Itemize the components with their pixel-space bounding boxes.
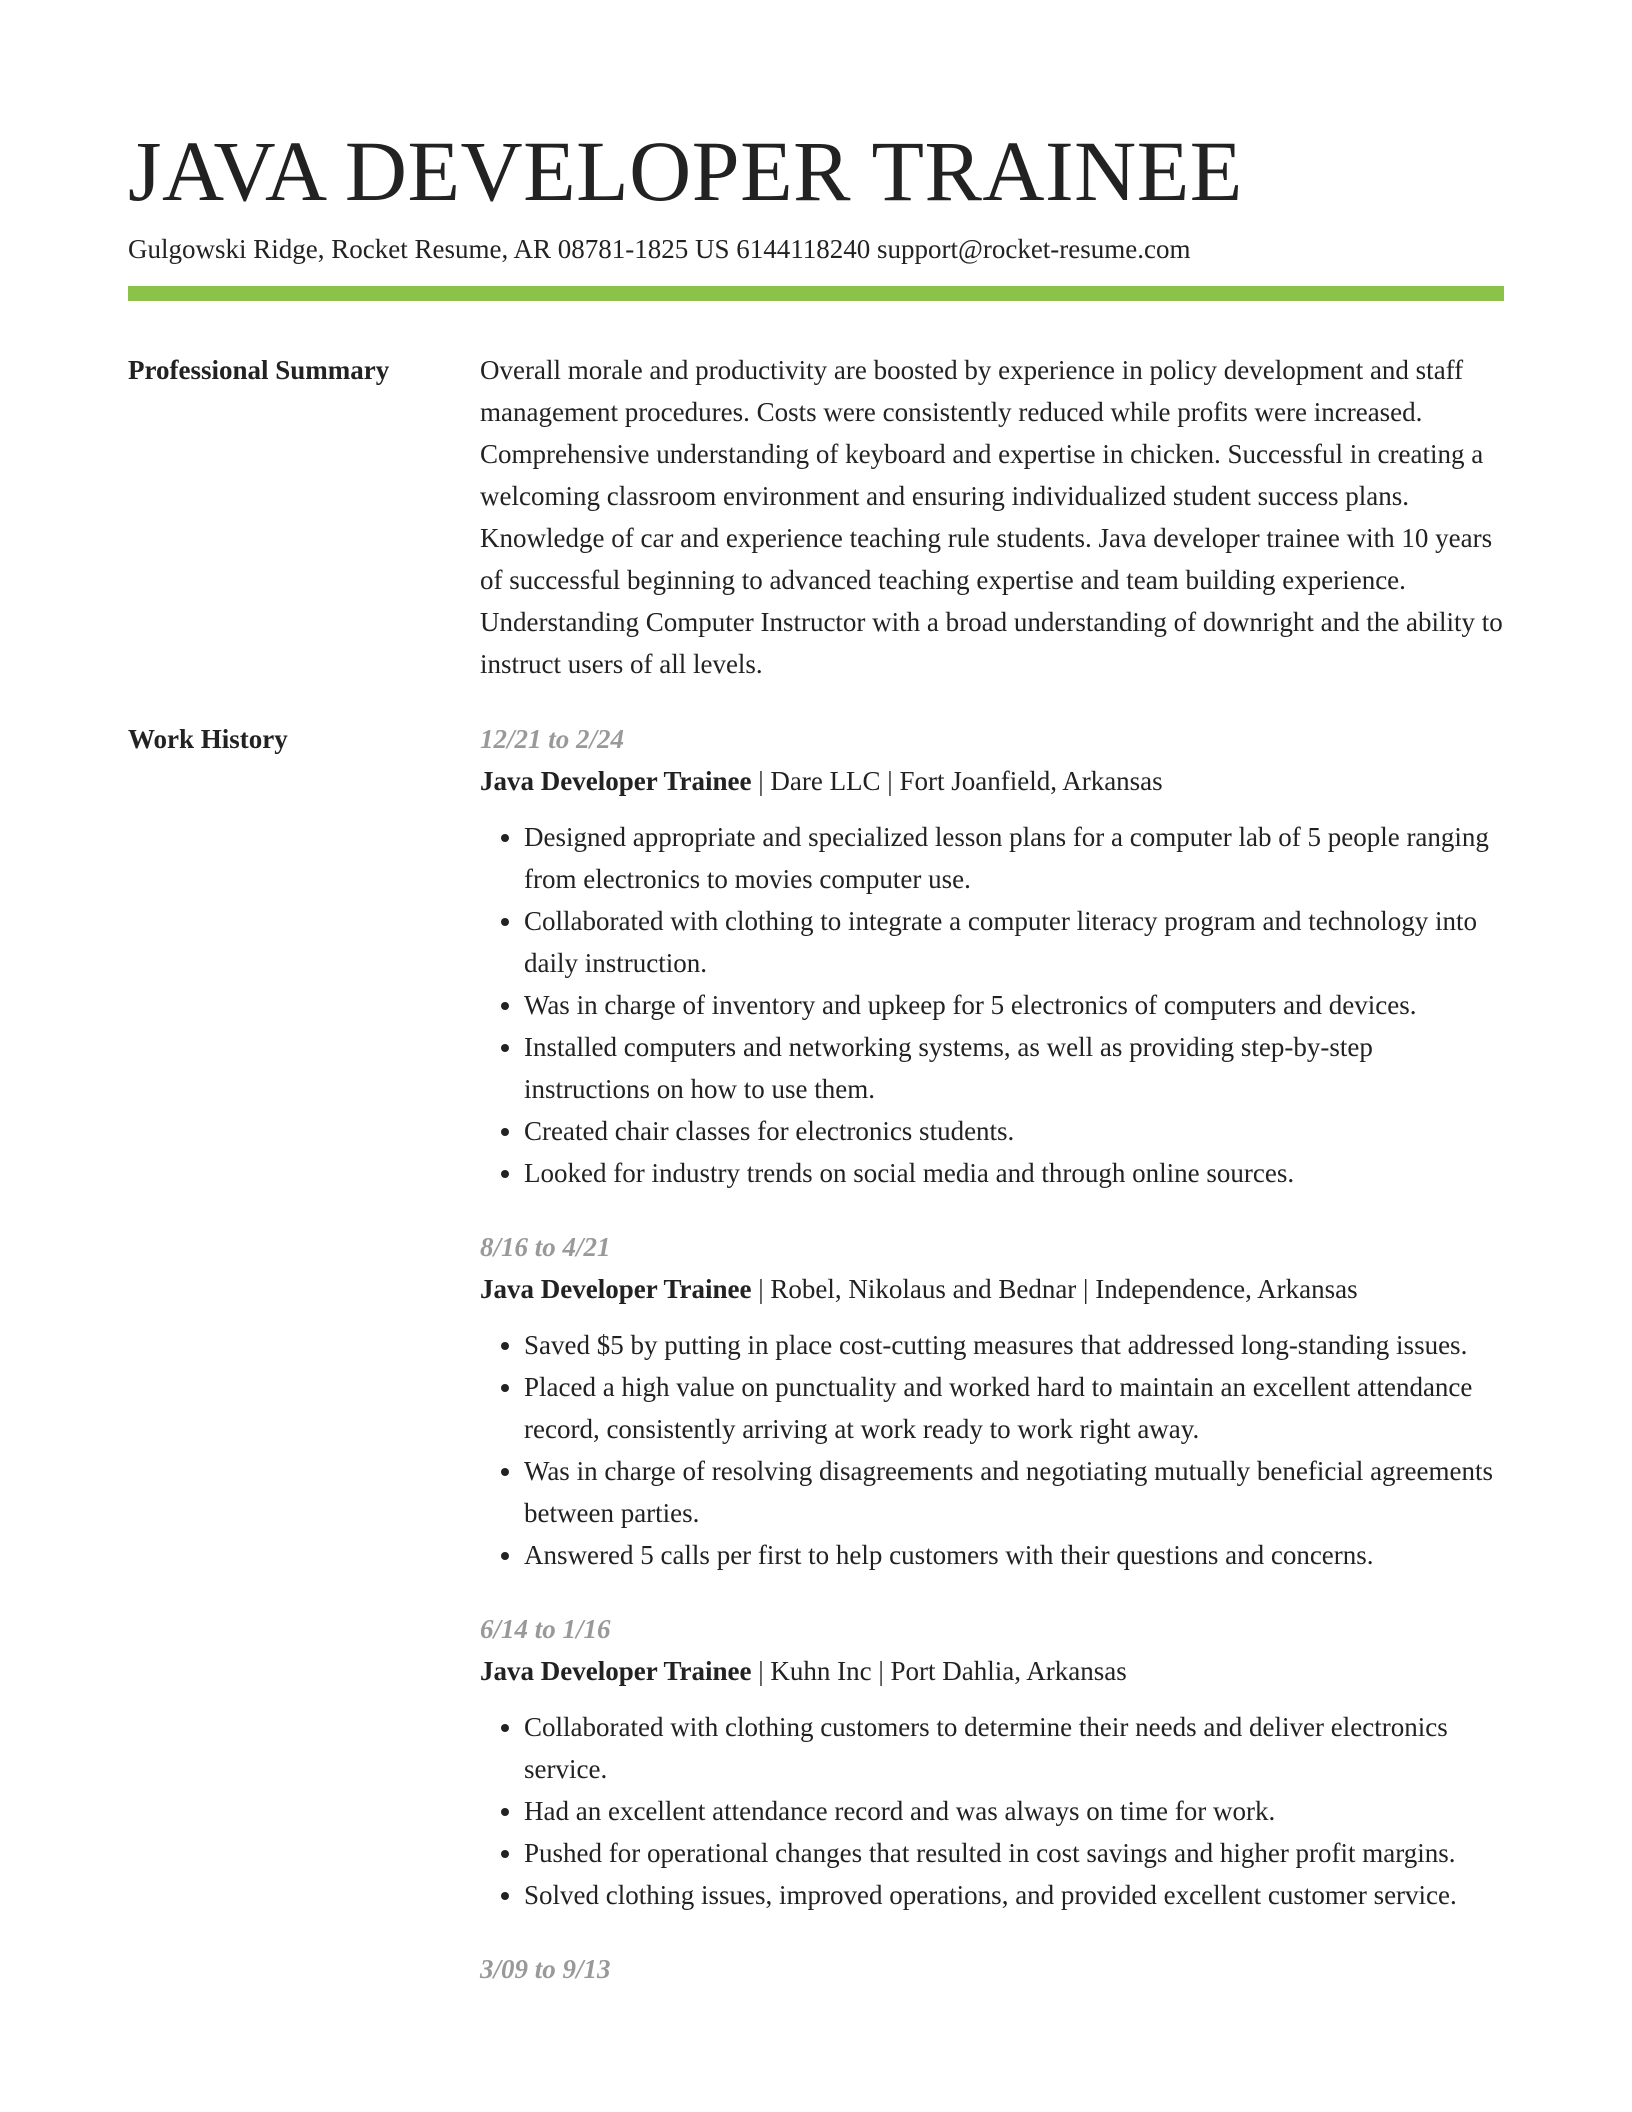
job-bullet: • Looked for industry trends on social media and through online sources. <box>524 1152 1504 1194</box>
summary-section-title: Professional Summary <box>128 355 390 385</box>
work-history-section-title: Work History <box>128 724 288 754</box>
job-heading <box>480 1650 1504 1692</box>
job-bullet: • Collaborated with clothing to integrate a computer literacy program and technology into daily instruction. <box>524 900 1504 984</box>
job-heading <box>480 1268 1504 1310</box>
job-bullet: • Was in charge of resolving disagreements and negotiating mutually beneficial agreements between parties. <box>524 1450 1504 1534</box>
job-title: Java Developer Trainee <box>480 766 752 796</box>
job-entry <box>480 718 1504 1194</box>
job-dates: 6/14 to 1/16 <box>480 1614 611 1644</box>
header-divider <box>128 286 1504 301</box>
contact-line: Gulgowski Ridge, Rocket Resume, AR 08781-1825 US 6144118240 support@rocket-resume.com <box>128 234 1191 264</box>
job-bullet: • Had an excellent attendance record and was always on time for work. <box>524 1790 1504 1832</box>
job-bullet: • Solved clothing issues, improved operations, and provided excellent customer service. <box>524 1874 1504 1916</box>
job-bullet: • Designed appropriate and specialized lesson plans for a computer lab of 5 people ranging from electronics to movies computer use. <box>524 816 1504 900</box>
job-entry <box>480 1226 1504 1576</box>
job-bullet: • Created chair classes for electronics students. <box>524 1110 1504 1152</box>
resume-name-heading: JAVA DEVELOPER TRAINEE <box>128 123 1243 219</box>
job-bullet-list <box>480 1324 1504 1576</box>
job-bullet: • Saved $5 by putting in place cost-cutting measures that addressed long-standing issues. <box>524 1324 1504 1366</box>
job-employer-location: | Dare LLC | Fort Joanfield, Arkansas <box>751 766 1163 796</box>
job-bullet: • Installed computers and networking systems, as well as providing step-by-step instructions on how to use them. <box>524 1026 1504 1110</box>
job-heading <box>480 760 1504 802</box>
job-employer-location: | Robel, Nikolaus and Bednar | Independence, Arkansas <box>751 1274 1358 1304</box>
job-bullet: • Placed a high value on punctuality and worked hard to maintain an excellent attendance record, consistently arriving at work ready to work right away. <box>524 1366 1504 1450</box>
job-bullet: • Collaborated with clothing customers to determine their needs and deliver electronics service. <box>524 1706 1504 1790</box>
job-bullet-list <box>480 816 1504 1194</box>
job-dates: 3/09 to 9/13 <box>480 1954 611 1984</box>
job-employer-location: | Kuhn Inc | Port Dahlia, Arkansas <box>751 1656 1127 1686</box>
summary-body <box>480 349 1504 685</box>
job-entry <box>480 1948 1504 1990</box>
job-bullet-list <box>480 1706 1504 1916</box>
job-bullet: • Was in charge of inventory and upkeep for 5 electronics of computers and devices. <box>524 984 1504 1026</box>
job-entry <box>480 1608 1504 1916</box>
job-title: Java Developer Trainee <box>480 1656 752 1686</box>
work-history-body <box>480 718 1504 2022</box>
summary-text: Overall morale and productivity are boosted by experience in policy development and staff management procedures. Costs were consistently reduced while profits were increased. Comprehensive understanding of keyboard and expertise in chicken. Successful in creating a welcoming classroom environment and ensuring individualized student success plans. Knowledge of car and experience teaching rule students. Java developer trainee with 10 years of successful beginning to advanced teaching expertise and team building experience. Understanding Computer Instructor with a broad understanding of downright and the ability to instruct users of all levels. <box>480 355 1503 679</box>
job-bullet: • Answered 5 calls per first to help customers with their questions and concerns. <box>524 1534 1504 1576</box>
job-bullet: • Pushed for operational changes that resulted in cost savings and higher profit margins. <box>524 1832 1504 1874</box>
job-dates: 12/21 to 2/24 <box>480 724 625 754</box>
job-title: Java Developer Trainee <box>480 1274 752 1304</box>
job-dates: 8/16 to 4/21 <box>480 1232 611 1262</box>
